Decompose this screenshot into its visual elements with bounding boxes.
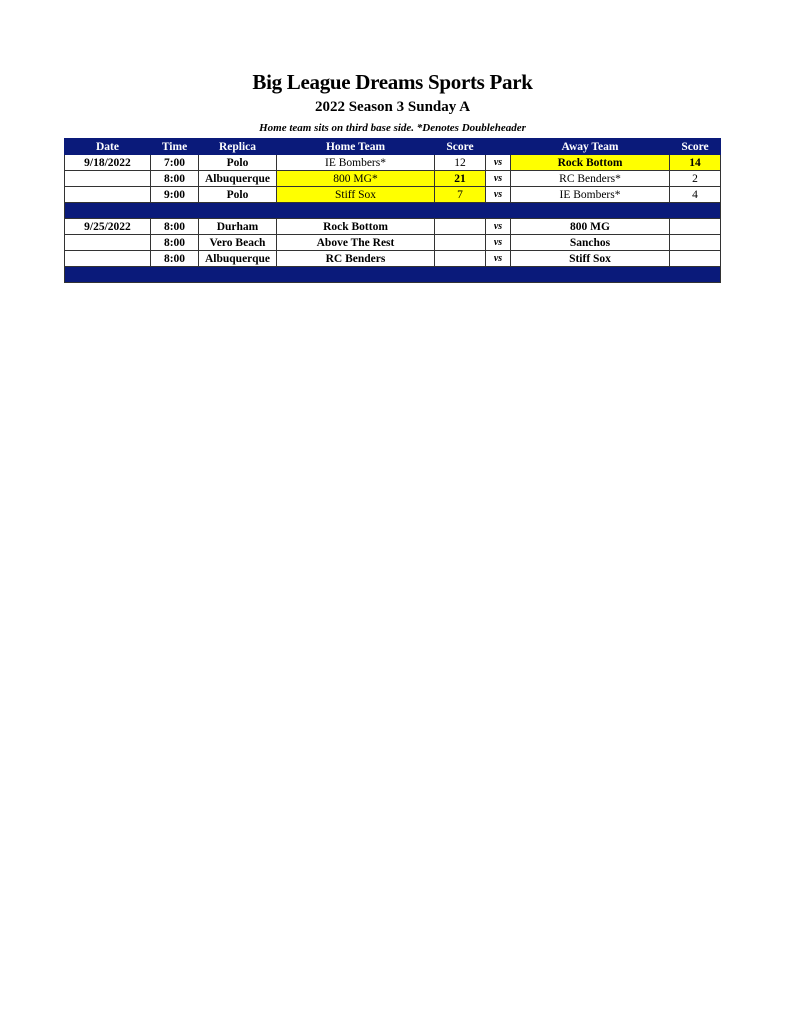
cell-away-score: 4 [670,187,721,203]
cell-away-team: 800 MG [511,219,670,235]
cell-vs: vs [486,187,511,203]
cell-replica: Durham [199,219,277,235]
cell-replica: Polo [199,187,277,203]
cell-home-score [435,235,486,251]
col-vs [486,139,511,155]
cell-home-score: 7 [435,187,486,203]
col-home-score: Score [435,139,486,155]
cell-time: 8:00 [151,171,199,187]
cell-away-score [670,235,721,251]
cell-home-team: Stiff Sox [277,187,435,203]
col-away-team: Away Team [511,139,670,155]
cell-away-team: Stiff Sox [511,251,670,267]
cell-replica: Albuquerque [199,171,277,187]
cell-home-team: Above The Rest [277,235,435,251]
cell-home-team: IE Bombers* [277,155,435,171]
cell-away-team: IE Bombers* [511,187,670,203]
cell-away-score: 14 [670,155,721,171]
cell-vs: vs [486,251,511,267]
cell-away-team: Rock Bottom [511,155,670,171]
cell-date [65,251,151,267]
col-time: Time [151,139,199,155]
table-row [65,251,721,267]
cell-replica: Vero Beach [199,235,277,251]
cell-away-team: Sanchos [511,235,670,251]
cell-date [65,235,151,251]
schedule-table [64,138,721,283]
cell-replica: Polo [199,155,277,171]
cell-away-score: 2 [670,171,721,187]
cell-time: 7:00 [151,155,199,171]
cell-away-team: RC Benders* [511,171,670,187]
cell-home-score [435,251,486,267]
col-home-team: Home Team [277,139,435,155]
cell-away-score [670,251,721,267]
cell-vs: vs [486,219,511,235]
cell-date: 9/18/2022 [65,155,151,171]
col-date: Date [65,139,151,155]
cell-home-team: 800 MG* [277,171,435,187]
table-row [65,187,721,203]
page-subtitle: 2022 Season 3 Sunday A [314,99,471,115]
cell-date [65,171,151,187]
cell-time: 9:00 [151,187,199,203]
cell-date: 9/25/2022 [65,219,151,235]
cell-vs: vs [486,235,511,251]
cell-home-score: 21 [435,171,486,187]
cell-away-score [670,219,721,235]
week-separator [65,203,721,219]
cell-date [65,187,151,203]
cell-vs: vs [486,155,511,171]
table-row [65,219,721,235]
cell-home-score: 12 [435,155,486,171]
col-replica: Replica [199,139,277,155]
schedule-note: Home team sits on third base side. *Denotes Doubleheader [259,122,526,134]
cell-home-score [435,219,486,235]
week-separator [65,267,721,283]
cell-time: 8:00 [151,219,199,235]
header-row [65,139,721,155]
cell-vs: vs [486,171,511,187]
separator-bar [65,203,721,219]
cell-replica: Albuquerque [199,251,277,267]
col-away-score: Score [670,139,721,155]
cell-home-team: Rock Bottom [277,219,435,235]
cell-time: 8:00 [151,235,199,251]
separator-bar [65,267,721,283]
cell-home-team: RC Benders [277,251,435,267]
table-row [65,155,721,171]
page-title: Big League Dreams Sports Park [252,70,533,94]
cell-time: 8:00 [151,251,199,267]
table-row [65,235,721,251]
table-row [65,171,721,187]
